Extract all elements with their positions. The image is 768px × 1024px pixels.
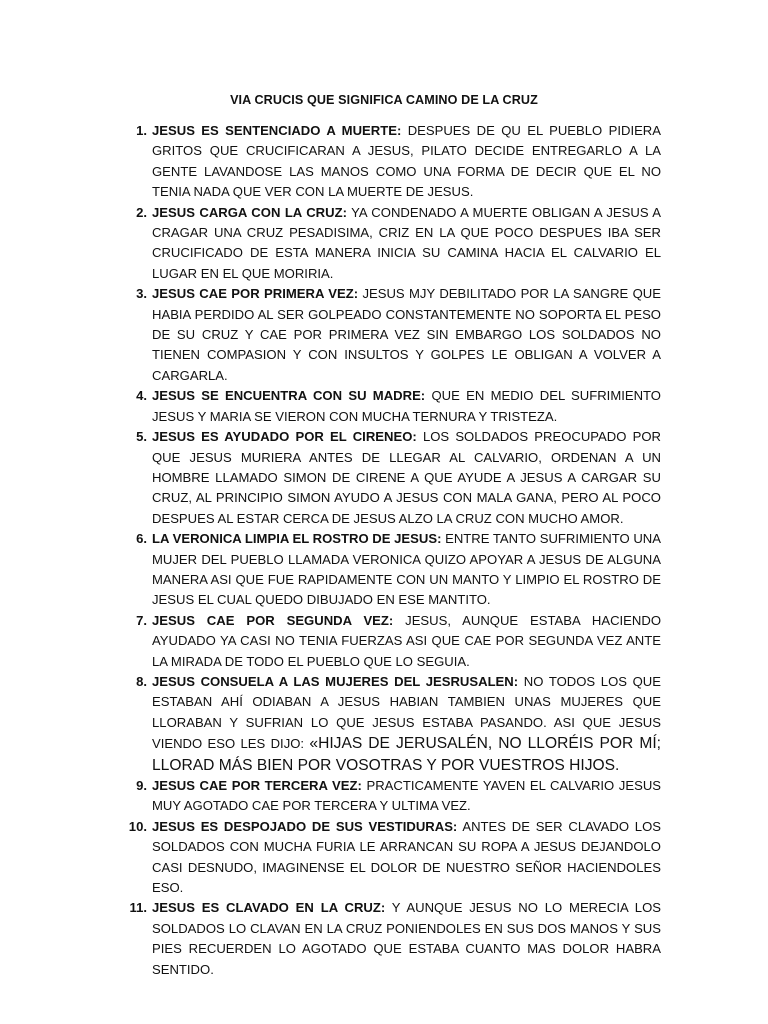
list-item xyxy=(117,611,661,672)
list-item xyxy=(117,817,661,899)
item-number: 11. xyxy=(129,900,147,916)
item-heading: JESUS ES CLAVADO EN LA CRUZ: xyxy=(152,900,386,916)
item-heading: JESUS ES AYUDADO POR EL CIRENEO: xyxy=(152,429,417,445)
item-text: QUE EN MEDIO DEL SUFRIMIENTO JESUS Y MARIA SE VIERON CON MUCHA TERNURA Y TRISTEZA. xyxy=(152,388,661,424)
item-number: 10. xyxy=(128,818,147,834)
item-heading: JESUS SE ENCUENTRA CON SU MADRE: xyxy=(152,388,426,404)
item-number: 3. xyxy=(136,286,147,302)
list-item xyxy=(117,121,661,203)
item-number: 5. xyxy=(136,429,147,445)
item-text: JESUS, AUNQUE ESTABA HACIENDO AYUDADO YA CASI NO TENIA FUERZAS ASI QUE CAE POR SEGUNDA VEZ ANTE LA MIRADA DE TODO EL PUEBLO QUE LO SEGUIA. xyxy=(152,612,661,669)
list-item xyxy=(117,672,661,776)
list-item xyxy=(117,898,661,980)
item-text: PRACTICAMENTE YAVEN EL CALVARIO JESUS MUY AGOTADO CAE POR TERCERA Y ULTIMA VEZ. xyxy=(152,778,662,814)
item-quote: «HIJAS DE JERUSALÉN, NO LLORÉIS POR MÍ; LLORAD MÁS BIEN POR VOSOTRAS Y POR VUESTROS HIJOS. xyxy=(152,735,661,774)
item-number: 7. xyxy=(136,612,147,628)
item-text: Y AUNQUE JESUS NO LO MERECIA LOS SOLDADOS LO CLAVAN EN LA CRUZ PONIENDOLES EN SUS DOS MANOS Y SUS PIES RECUERDEN LO AGOTADO QUE ESTABA CUANTO MAS DOLOR HABRA SENTIDO. xyxy=(152,900,661,977)
item-number: 9. xyxy=(136,778,147,793)
item-heading: LA VERONICA LIMPIA EL ROSTRO DE JESUS: xyxy=(152,531,442,547)
item-text: ENTRE TANTO SUFRIMIENTO UNA MUJER DEL PUEBLO LLAMADA VERONICA QUIZO APOYAR A JESUS DE ALGUNA MANERA ASI QUE FUE RAPIDAMENTE CON UN MANTO Y LIMPIO EL ROSTRO DE JESUS EL CUAL QUEDO DIBUJADO EN ESE MANTITO. xyxy=(152,531,661,608)
item-number: 2. xyxy=(136,204,147,220)
item-text: DESPUES DE QU EL PUEBLO PIDIERA GRITOS QUE CRUCIFICARAN A JESUS, PILATO DECIDE ENTREGARLO A LA GENTE LAVANDOSE LAS MANOS COMO UNA FORMA DE DECIR QUE EL NO TENIA NADA QUE VER CON LA MUERTE DE JESUS. xyxy=(152,123,662,200)
item-text: YA CONDENADO A MUERTE OBLIGAN A JESUS A CRAGAR UNA CRUZ PESADISIMA, CRIZ EN LA QUE POCO DESPUES IBA SER CRUCIFICADO DE ESTA MANERA INICIA SU CAMINA HACIA EL CALVARIO EL LUGAR EN EL QUE MORIRIA. xyxy=(152,204,661,281)
item-text: NO TODOS LOS QUE ESTABAN AHÍ ODIABAN A JESUS HABIAN TAMBIEN UNAS MUJERES QUE LLORABAN Y SUFRIAN LO QUE JESUS ESTABA PASANDO. ASI QUE JESUS VIENDO ESO LES DIJO: xyxy=(152,673,662,752)
item-text: ANTES DE SER CLAVADO LOS SOLDADOS CON MUCHA FURIA LE ARRANCAN SU ROPA A JESUS DEJANDOLO CASI DESNUDO, IMAGINENSE EL DOLOR DE NUESTRO SEÑOR HACIENDOLES ESO. xyxy=(152,818,661,896)
list-item xyxy=(117,427,661,529)
item-heading: JESUS CARGA CON LA CRUZ: xyxy=(152,204,347,220)
item-heading: JESUS CONSUELA A LAS MUJERES DEL JESRUSALEN: xyxy=(152,673,519,689)
item-heading: JESUS ES DESPOJADO DE SUS VESTIDURAS: xyxy=(152,818,458,834)
item-number: 4. xyxy=(136,388,147,404)
item-number: 8. xyxy=(136,673,147,689)
list-item xyxy=(117,776,661,817)
list-item xyxy=(117,386,661,427)
item-heading: JESUS CAE POR PRIMERA VEZ: xyxy=(152,286,359,302)
item-heading: JESUS ES SENTENCIADO A MUERTE: xyxy=(152,123,402,138)
item-number: 1. xyxy=(136,123,147,138)
stations-list xyxy=(117,121,661,980)
item-number: 6. xyxy=(136,531,147,547)
list-item xyxy=(117,203,661,285)
item-text: LOS SOLDADOS PREOCUPADO POR QUE JESUS MURIERA ANTES DE LLEGAR AL CALVARIO, ORDENAN A UN HOMBRE LLAMADO SIMON DE CIRENE A QUE AYUDE A JESUS A CARGAR SU CRUZ, AL PRINCIPIO SIMON AYUDO A JESUS CON MALA GANA, PERO AL POCO DESPUES AL ESTAR CERCA DE JESUS ALZO LA CRUZ CON MUCHO AMOR. xyxy=(152,429,661,526)
item-text: JESUS MJY DEBILITADO POR LA SANGRE QUE HABIA PERDIDO AL SER GOLPEADO CONSTANTEMENTE NO SOPORTA EL PESO DE SU CRUZ Y CAE POR PRIMERA VEZ SIN EMBARGO LOS SOLDADOS NO TIENEN COMPASION Y CON INSULTOS Y GOLPES LE OBLIGAN A VOLVER A CARGARLA. xyxy=(152,286,661,383)
list-item xyxy=(117,284,661,386)
item-heading: JESUS CAE POR SEGUNDA VEZ: xyxy=(152,612,394,628)
item-heading: JESUS CAE POR TERCERA VEZ: xyxy=(152,778,362,793)
list-item xyxy=(117,529,661,611)
document-title: VIA CRUCIS QUE SIGNIFICA CAMINO DE LA CRUZ xyxy=(230,93,538,107)
